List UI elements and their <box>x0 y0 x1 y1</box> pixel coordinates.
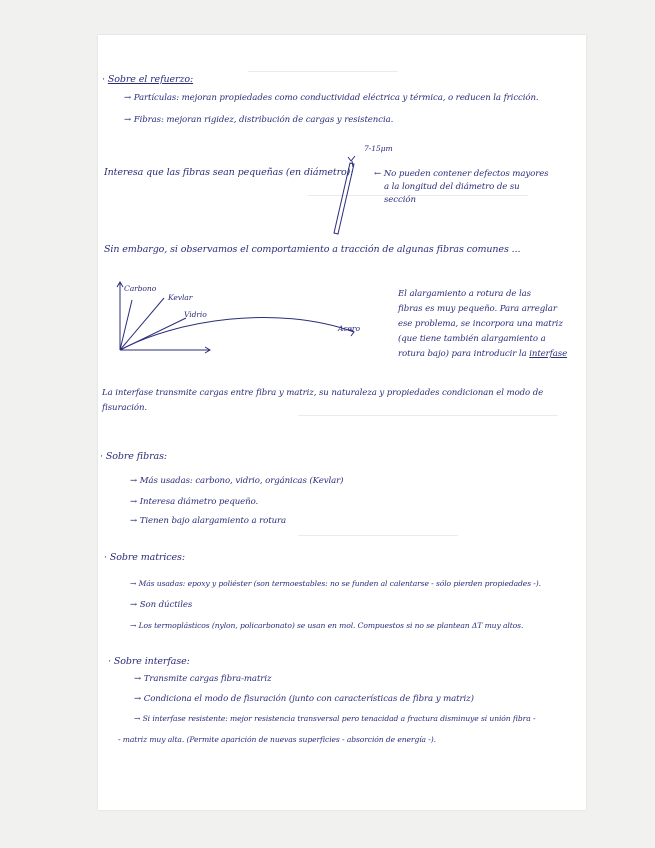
interfase-item: → Transmite cargas fibra-matriz <box>134 674 272 684</box>
bleed-through-line <box>248 71 398 72</box>
fiber-note-line-1: ← No pueden contener defectos mayores <box>374 169 549 179</box>
matrices-item: → Los termoplásticos (nylon, policarbonato) se usan en mol. Compuestos si no se plantean ΔT muy altos. <box>130 621 524 630</box>
matrices-item: → Más usadas: epoxy y poliéster (son termoestables: no se funden al calentarse - sólo pierden propiedades -). <box>130 579 541 588</box>
interfase-item: → Condiciona el modo de fisuración (junto con características de fibra y matriz) <box>134 694 474 704</box>
interesa-line: Interesa que las fibras sean pequeñas (en diámetro): <box>104 167 354 178</box>
fiber-size-label: 7-15μm <box>364 144 393 153</box>
bleed-through-line <box>298 415 558 416</box>
sin-embargo-line: Sin embargo, si observamos el comportamiento a tracción de algunas fibras comunes ... <box>104 244 521 255</box>
interfase-paragraph-line-2: fisuración. <box>102 403 148 413</box>
fibras-heading: · Sobre fibras: <box>100 451 167 462</box>
curve-label-acero: Acero <box>338 324 360 333</box>
interfase-paragraph-line-1: La interfase transmite cargas entre fibra y matriz, su naturaleza y propiedades condicionan el modo de <box>102 388 544 398</box>
matrices-heading: · Sobre matrices: <box>104 552 185 563</box>
interfase-item: → Si interfase resistente: mejor resistencia transversal pero tenacidad a fractura disminuye si unión fibra - <box>134 714 536 723</box>
bleed-through-line <box>298 535 458 536</box>
fiber-note-line-2: a la longitud del diámetro de su <box>384 182 520 192</box>
curve-label-vidrio: Vidrio <box>184 310 207 319</box>
interfase-emphasis: interfase <box>529 349 568 359</box>
matrices-item: → Son dúctiles <box>130 600 193 610</box>
graph-note-line-3: ese problema, se incorpora una matriz <box>398 319 563 329</box>
graph-note-line-5: rotura bajo) para introducir la interfase <box>398 349 568 359</box>
graph-note-line-1: El alargamiento a rotura de las <box>398 289 531 299</box>
fibras-item: → Interesa diámetro pequeño. <box>130 497 259 507</box>
refuerzo-heading: · Sobre el refuerzo: <box>102 74 194 85</box>
fiber-note-line-3: sección <box>384 195 416 205</box>
graph-note-line-4: (que tiene también alargamiento a <box>398 334 546 344</box>
fibras-item: → Tienen bajo alargamiento a rotura <box>130 516 287 526</box>
notebook-page <box>98 35 586 810</box>
fiber-sketch <box>328 145 368 240</box>
fibras-item: → Más usadas: carbono, vidrio, orgánicas (Kevlar) <box>130 476 344 486</box>
curve-label-kevlar: Kevlar <box>168 293 193 302</box>
curve-label-carbono: Carbono <box>124 284 157 293</box>
refuerzo-item-particulas: → Partículas: mejoran propiedades como conductividad eléctrica y térmica, o reducen la fricción. <box>124 93 539 103</box>
graph-note-line-2: fibras es muy pequeño. Para arreglar <box>398 304 557 314</box>
refuerzo-item-fibras: → Fibras: mejoran rigidez, distribución de cargas y resistencia. <box>124 115 394 125</box>
interfase-heading: · Sobre interfase: <box>108 656 190 667</box>
interfase-item-continuation: - matriz muy alta. (Permite aparición de nuevas superficies - absorción de energía -). <box>118 735 436 744</box>
